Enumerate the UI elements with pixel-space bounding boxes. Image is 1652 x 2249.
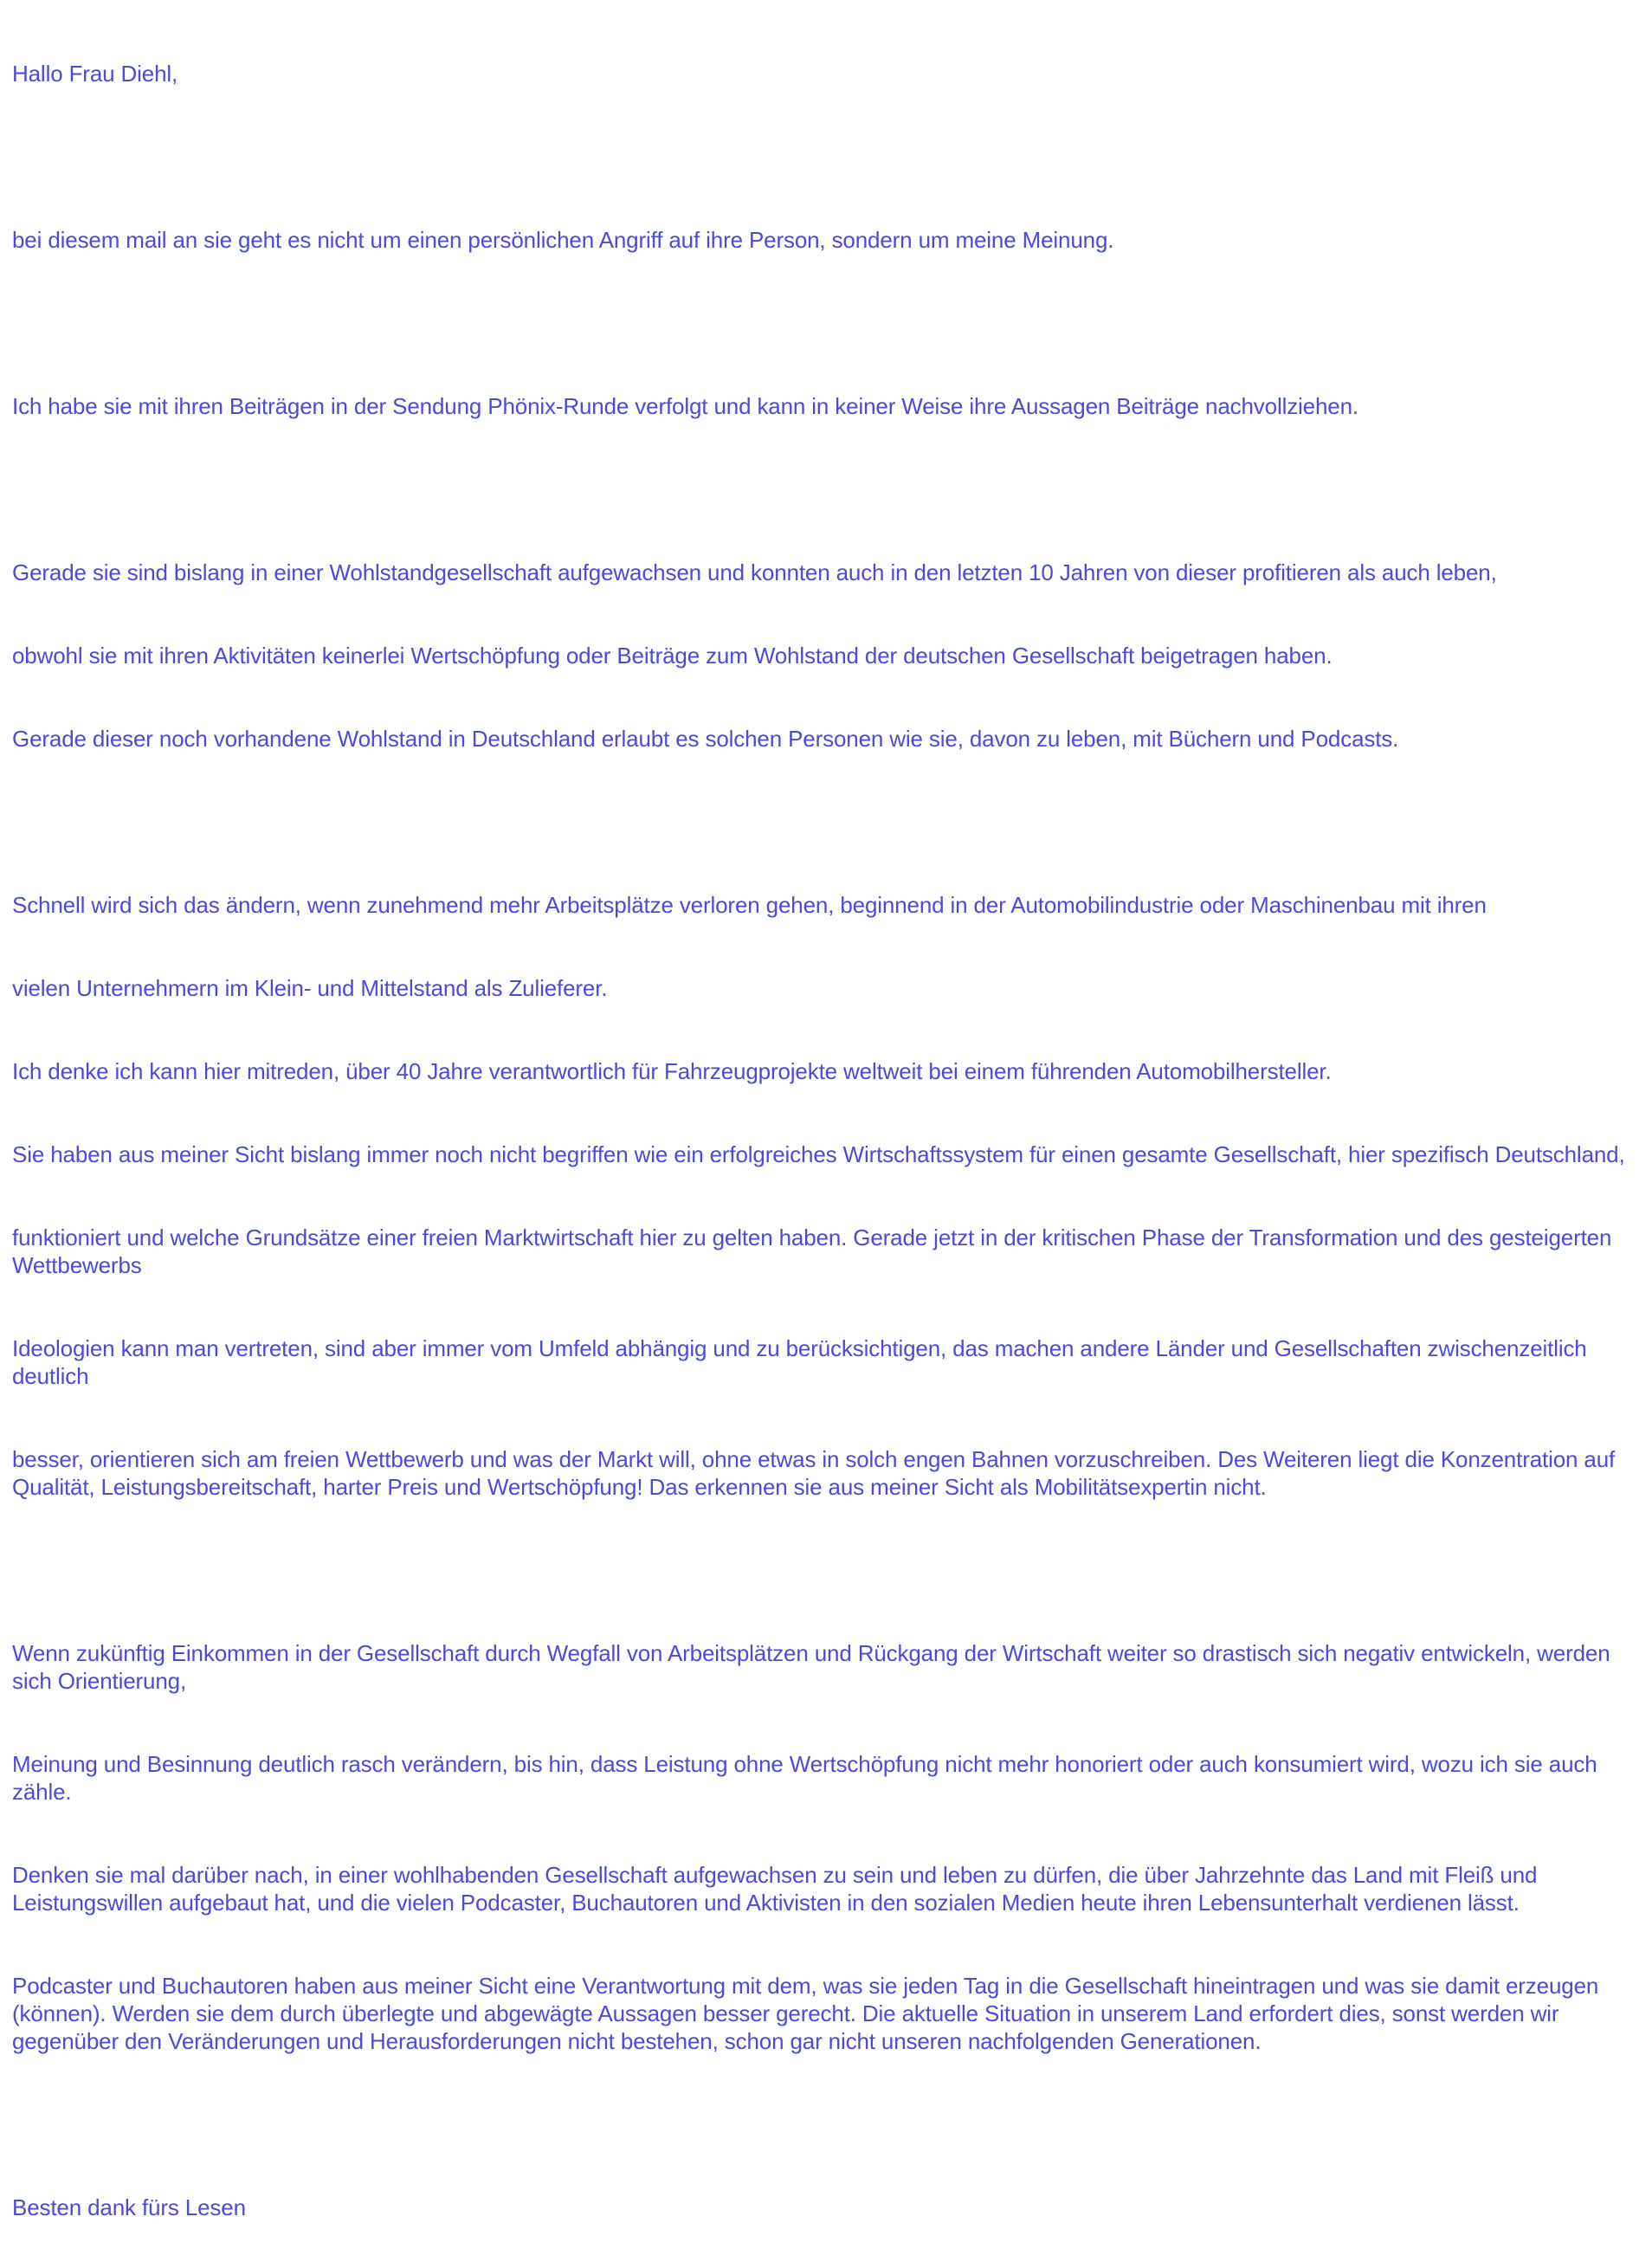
paragraph-line: Ideologien kann man vertreten, sind aber immer vom Umfeld abhängig und zu berücksichtigen, das machen andere Länder und Gesellschaften zwischenzeitlich deutlich (12, 1335, 1593, 1389)
paragraph-line: besser, orientieren sich am freien Wettbewerb und was der Markt will, ohne etwas in solch engen Bahnen vorzuschreiben. Des Weiteren liegt die Konzentration auf Qualität, Leistungsbereitschaft, harter Preis und Wertschöpfung! Das erkennen sie aus meiner Sicht als Mobilitätsexpertin nicht. (12, 1446, 1622, 1500)
email-body (12, 4, 1649, 2249)
blank-line (12, 143, 1649, 171)
paragraph-line: Sie haben aus meiner Sicht bislang immer noch nicht begriffen wie ein erfolgreiches Wirtschaftssystem für einen gesamte Gesellschaft, hier spezifisch Deutschland, (12, 1141, 1625, 1167)
closing-line: Besten dank fürs Lesen (12, 2194, 246, 2220)
paragraph-line: Meinung und Besinnung deutlich rasch verändern, bis hin, dass Leistung ohne Wertschöpfung nicht mehr honoriert oder auch konsumiert wird, wozu ich sie auch zähle. (12, 1751, 1604, 1805)
paragraph-line: vielen Unternehmern im Klein- und Mittelstand als Zulieferer. (12, 975, 608, 1001)
paragraph-line: Podcaster und Buchautoren haben aus meiner Sicht eine Verantwortung mit dem, was sie jeden Tag in die Gesellschaft hineintragen und was sie damit erzeugen (können). Werden sie dem durch überlegte und abgewägte Aussagen besser gerecht. Die aktuelle Situation in unserem Land erfordert dies, sonst werden wir gegenüber den Veränderungen und Herausforderungen nicht bestehen, schon gar nicht unseren nachfolgenden Generationen. (12, 1973, 1605, 2054)
blank-line (12, 475, 1649, 503)
blank-line (12, 1556, 1649, 1584)
paragraph-line: funktioniert und welche Grundsätze einer freien Marktwirtschaft hier zu gelten haben. Gerade jetzt in der kritischen Phase der Transformation und des gesteigerten Wettbewerbs (12, 1225, 1618, 1278)
blank-line (12, 309, 1649, 337)
blank-line (12, 2110, 1649, 2138)
paragraph-line: Schnell wird sich das ändern, wenn zunehmend mehr Arbeitsplätze verloren gehen, beginnend in der Automobilindustrie oder Maschinenbau mit ihren (12, 892, 1487, 918)
paragraph-line: Gerade sie sind bislang in einer Wohlstandgesellschaft aufgewachsen und konnten auch in den letzten 10 Jahren von dieser profitieren als auch leben, (12, 559, 1497, 585)
paragraph-line: Denken sie mal darüber nach, in einer wohlhabenden Gesellschaft aufgewachsen zu sein und leben zu dürfen, die über Jahrzehnte das Land mit Fleiß und Leistungswillen aufgebaut hat, und die vielen Podcaster, Buchautoren und Aktivisten in den sozialen Medien heute ihren Lebensunterhalt verdienen lässt. (12, 1862, 1544, 1916)
paragraph-line: Wenn zukünftig Einkommen in der Gesellschaft durch Wegfall von Arbeitsplätzen und Rückgang der Wirtschaft weiter so drastisch sich negativ entwickeln, werden sich Orientierung, (12, 1640, 1617, 1694)
blank-line (12, 808, 1649, 836)
greeting-line: Hallo Frau Diehl, (12, 61, 178, 87)
paragraph-line: Ich habe sie mit ihren Beiträgen in der Sendung Phönix-Runde verfolgt und kann in keiner Weise ihre Aussagen Beiträge nachvollziehen. (12, 393, 1358, 419)
paragraph-line: Ich denke ich kann hier mitreden, über 40 Jahre verantwortlich für Fahrzeugprojekte weltweit bei einem führenden Automobilhersteller. (12, 1058, 1332, 1084)
paragraph-line: Gerade dieser noch vorhandene Wohlstand in Deutschland erlaubt es solchen Personen wie sie, davon zu leben, mit Büchern und Podcasts. (12, 726, 1399, 752)
paragraph-line: obwohl sie mit ihren Aktivitäten keinerlei Wertschöpfung oder Beiträge zum Wohlstand der deutschen Gesellschaft beigetragen haben. (12, 643, 1333, 669)
paragraph-line: bei diesem mail an sie geht es nicht um einen persönlichen Angriff auf ihre Person, sondern um meine Meinung. (12, 227, 1114, 253)
